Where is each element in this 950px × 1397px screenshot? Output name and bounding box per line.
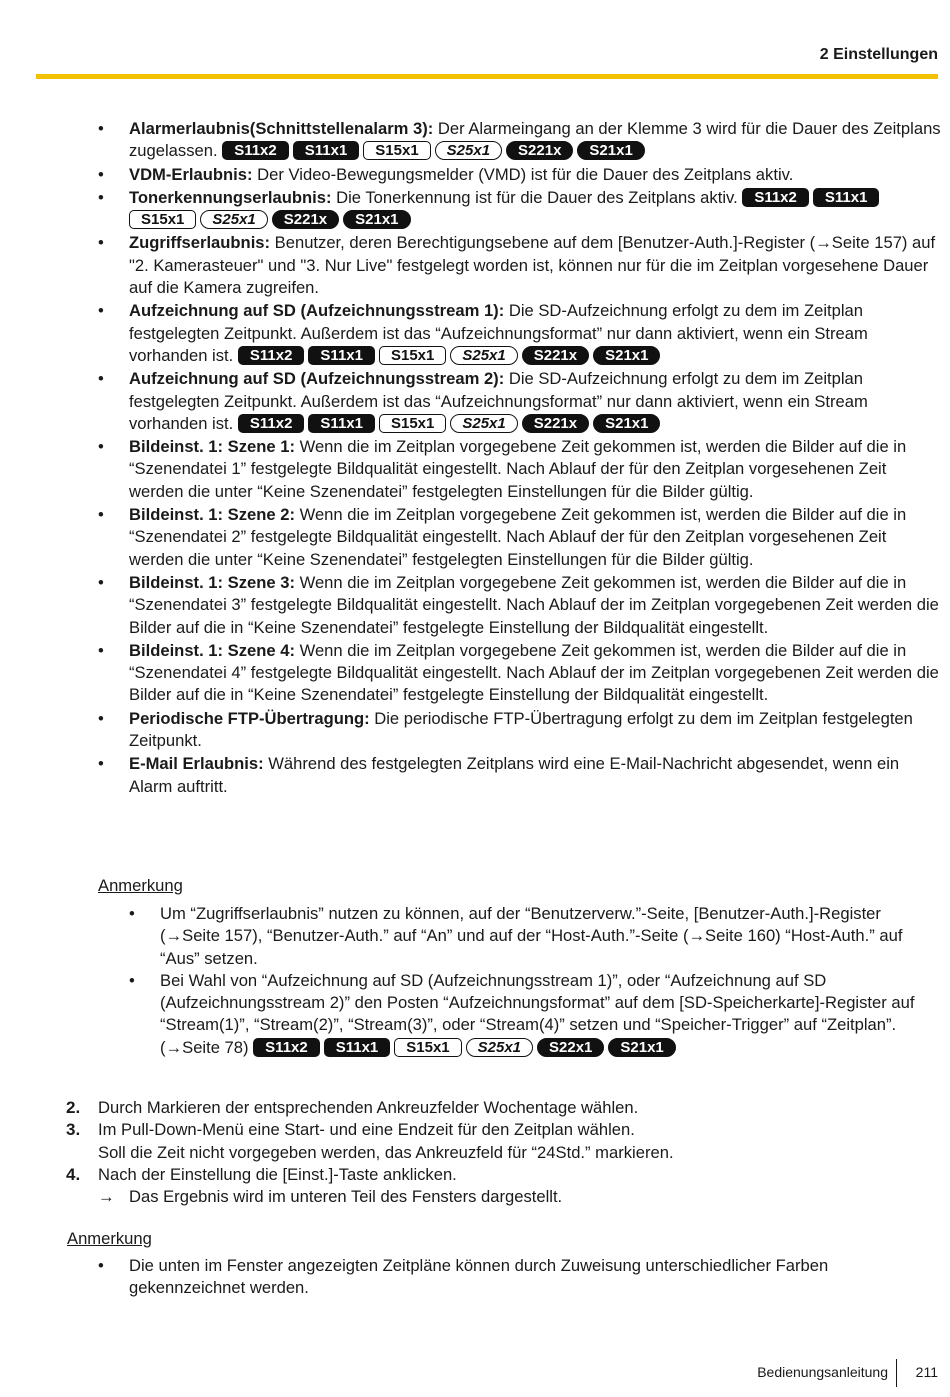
footer-divider — [896, 1359, 897, 1387]
item-text: Wenn die im Zeitplan vorgegebene Zeit gekommen ist, werden die Bilder auf die in “Szenendatei 2” festgelegte Bildqualität eingestellt. Nach Ablauf der für den Zeitplan vorgesehenen Zeit werden die unter “Keine Szenendatei” festgelegten Einstellungen für die Bilder gültig. — [129, 505, 907, 569]
item-text: Die SD-Aufzeichnung erfolgt zu dem im Zeitplan festgelegten Zeitpunkt. Außerdem ist das “Aufzeichnungsformat” nur dann aktiviert, wenn ein Stream vorhanden ist. — [129, 369, 868, 433]
arrow-icon: → — [98, 1187, 115, 1207]
header-rule — [36, 74, 938, 79]
item-label: Periodische FTP-Übertragung: — [129, 708, 370, 728]
step-item — [66, 1097, 941, 1119]
item-label: Zugriffserlaubnis: — [129, 233, 271, 253]
item-text: Benutzer, deren Berechtigungsebene auf dem [Benutzer-Auth.]-Register (→Seite 157) auf "2. Kamerasteuer" und "3. Nur Live" festgelegt worden ist, können nur für die im Zeitplan vorgesehene Dauer auf die Kamera zugreifen. — [129, 233, 936, 298]
model-badge: S221x — [506, 141, 573, 160]
model-badge: S25x1 — [466, 1038, 533, 1057]
note-item — [129, 1255, 941, 1300]
model-badge: S21x1 — [343, 210, 410, 229]
note-text: Um “Zugriffserlaubnis” nutzen zu können, auf der “Benutzerverw.”-Seite, [Benutzer-Auth.]-Register (→Seite 157), “Benutzer-Auth.” auf “An” und auf der “Host-Auth.”-Seite (→Seite 160) “Host-Auth.” auf “Aus” setzen. — [160, 904, 903, 968]
model-badge: S25x1 — [435, 141, 502, 160]
item-label: Bildeinst. 1: Szene 4: — [129, 640, 295, 660]
note-list — [160, 903, 941, 1059]
model-badge: S11x2 — [222, 141, 289, 160]
item-label: E-Mail Erlaubnis: — [129, 754, 264, 774]
note-list — [129, 1255, 941, 1300]
page-number: 211 — [915, 1364, 938, 1380]
list-item — [129, 232, 941, 299]
list-item — [129, 368, 941, 435]
model-badge: S25x1 — [450, 346, 517, 365]
model-badge: S221x — [522, 346, 589, 365]
model-badge: S11x1 — [324, 1038, 391, 1057]
result-line — [98, 1186, 941, 1208]
item-text: Wenn die im Zeitplan vorgegebene Zeit gekommen ist, werden die Bilder auf die in “Szenendatei 1” festgelegte Bildqualität eingestellt. Nach Ablauf der für den Zeitplan vorgesehenen Zeit werden die unter “Keine Szenendatei” festgelegten Einstellungen für die Bilder gültig. — [129, 437, 907, 501]
model-badge: S11x2 — [238, 414, 305, 433]
item-text: Während des festgelegten Zeitplans wird eine E-Mail-Nachricht abgesendet, wenn ein Alarm auftritt. — [129, 754, 900, 796]
note-text: Die unten im Fenster angezeigten Zeitpläne können durch Zuweisung unterschiedlicher Farben gekennzeichnet werden. — [129, 1256, 829, 1298]
model-badges — [222, 141, 649, 160]
model-badge: S21x1 — [608, 1038, 675, 1057]
model-badge: S21x1 — [577, 141, 644, 160]
model-badge: S11x2 — [742, 188, 809, 207]
model-badge: S11x1 — [308, 346, 375, 365]
model-badge: S11x1 — [308, 414, 375, 433]
note-item — [160, 903, 941, 970]
item-text: Der Alarmeingang an der Klemme 3 wird für die Dauer des Zeitplans zugelassen. — [129, 119, 941, 161]
footer-label: Bedienungsanleitung — [757, 1364, 888, 1380]
item-text: Wenn die im Zeitplan vorgegebene Zeit gekommen ist, werden die Bilder auf die in “Szenendatei 4” festgelegte Bildqualität eingestellt. Nach Ablauf der im Zeitplan vorgegebenen Zeit werden die Bilder auf die in “Keine Szenendatei” festgelegte Einstellung der Bildqualität eingestellt. — [129, 640, 939, 705]
note-heading: Anmerkung — [67, 1229, 152, 1248]
step-subtext: Soll die Zeit nicht vorgegeben werden, das Ankreuzfeld für “24Std.” markieren. — [98, 1142, 674, 1162]
list-item — [129, 164, 941, 186]
result-text: Das Ergebnis wird im unteren Teil des Fensters dargestellt. — [129, 1187, 563, 1207]
section-header: 2 Einstellungen — [819, 46, 938, 63]
step-text: Im Pull-Down-Menü eine Start- und eine Endzeit für den Zeitplan wählen. — [98, 1120, 635, 1140]
item-text: Die periodische FTP-Übertragung erfolgt zu dem im Zeitplan festgelegten Zeitpunkt. — [129, 708, 913, 751]
model-badge: S21x1 — [593, 346, 660, 365]
list-item — [129, 300, 941, 367]
model-badge: S221x — [272, 210, 339, 229]
list-item — [129, 504, 941, 571]
step-item — [66, 1119, 941, 1164]
model-badge: S25x1 — [450, 414, 517, 433]
model-badge: S221x — [522, 414, 589, 433]
item-text: Der Video-Bewegungsmelder (VMD) ist für die Dauer des Zeitplans aktiv. — [252, 164, 794, 184]
settings-list — [129, 118, 941, 799]
step-text: Nach der Einstellung die [Einst.]-Taste anklicken. — [98, 1164, 457, 1184]
model-badge: S22x1 — [537, 1038, 604, 1057]
model-badge: S15x1 — [379, 346, 446, 365]
model-badge: S11x2 — [238, 346, 305, 365]
step-list — [66, 1097, 941, 1208]
model-badge: S21x1 — [593, 414, 660, 433]
list-item — [129, 640, 941, 707]
item-label: Aufzeichnung auf SD (Aufzeichnungsstream 1): — [129, 301, 505, 321]
list-item — [129, 187, 941, 232]
item-label: Tonerkennungserlaubnis: — [129, 187, 332, 207]
note-heading: Anmerkung — [98, 876, 183, 895]
model-badges — [238, 346, 665, 365]
model-badge: S15x1 — [129, 210, 196, 229]
step-item — [66, 1164, 941, 1209]
list-item — [129, 753, 941, 798]
model-badge: S11x1 — [293, 141, 360, 160]
model-badge: S11x2 — [253, 1038, 320, 1057]
item-label: Aufzeichnung auf SD (Aufzeichnungsstream 2): — [129, 369, 505, 389]
step-number: 3. — [66, 1120, 81, 1140]
model-badge: S25x1 — [200, 210, 267, 229]
list-item — [129, 118, 941, 163]
step-text: Durch Markieren der entsprechenden Ankreuzfelder Wochentage wählen. — [98, 1098, 639, 1117]
item-label: Bildeinst. 1: Szene 3: — [129, 572, 295, 592]
step-number: 2. — [66, 1098, 81, 1117]
list-item — [129, 436, 941, 503]
note-text: Bei Wahl von “Aufzeichnung auf SD (Aufzeichnungsstream 1)”, oder “Aufzeichnung auf SD (Aufzeichnungsstream 2)” den Posten “Aufzeichnungsformat” auf dem [SD-Speicherkarte]-Register auf “Stream(1)”, “Stream(2)”, “Stream(3)”, oder “Stream(4)” setzen und “Speicher-Trigger” auf “Zeitplan”. (→Seite 78) — [160, 970, 915, 1057]
note-item — [160, 970, 941, 1059]
step-number: 4. — [66, 1164, 81, 1184]
list-item — [129, 572, 941, 639]
item-label: Bildeinst. 1: Szene 1: — [129, 437, 295, 457]
model-badge: S11x1 — [813, 188, 880, 207]
model-badge: S15x1 — [363, 141, 430, 160]
model-badge: S15x1 — [379, 414, 446, 433]
model-badges — [238, 414, 665, 433]
list-item — [129, 708, 941, 753]
item-label: VDM-Erlaubnis: — [129, 164, 253, 184]
model-badges — [253, 1038, 680, 1057]
model-badge: S15x1 — [394, 1038, 461, 1057]
item-text: Wenn die im Zeitplan vorgegebene Zeit gekommen ist, werden die Bilder auf die in “Szenendatei 3” festgelegte Bildqualität eingestellt. Nach Ablauf der im Zeitplan vorgegebenen Zeit werden die Bilder auf die in “Keine Szenendatei” festgelegte Einstellung der Bildqualität eingestellt. — [129, 572, 939, 637]
item-text: Die SD-Aufzeichnung erfolgt zu dem im Zeitplan festgelegten Zeitpunkt. Außerdem ist das “Aufzeichnungsformat” nur dann aktiviert, wenn ein Stream vorhanden ist. — [129, 301, 868, 365]
item-label: Bildeinst. 1: Szene 2: — [129, 505, 295, 525]
item-text: Die Tonerkennung ist für die Dauer des Zeitplans aktiv. — [331, 187, 738, 207]
item-label: Alarmerlaubnis(Schnittstellenalarm 3): — [129, 119, 434, 138]
